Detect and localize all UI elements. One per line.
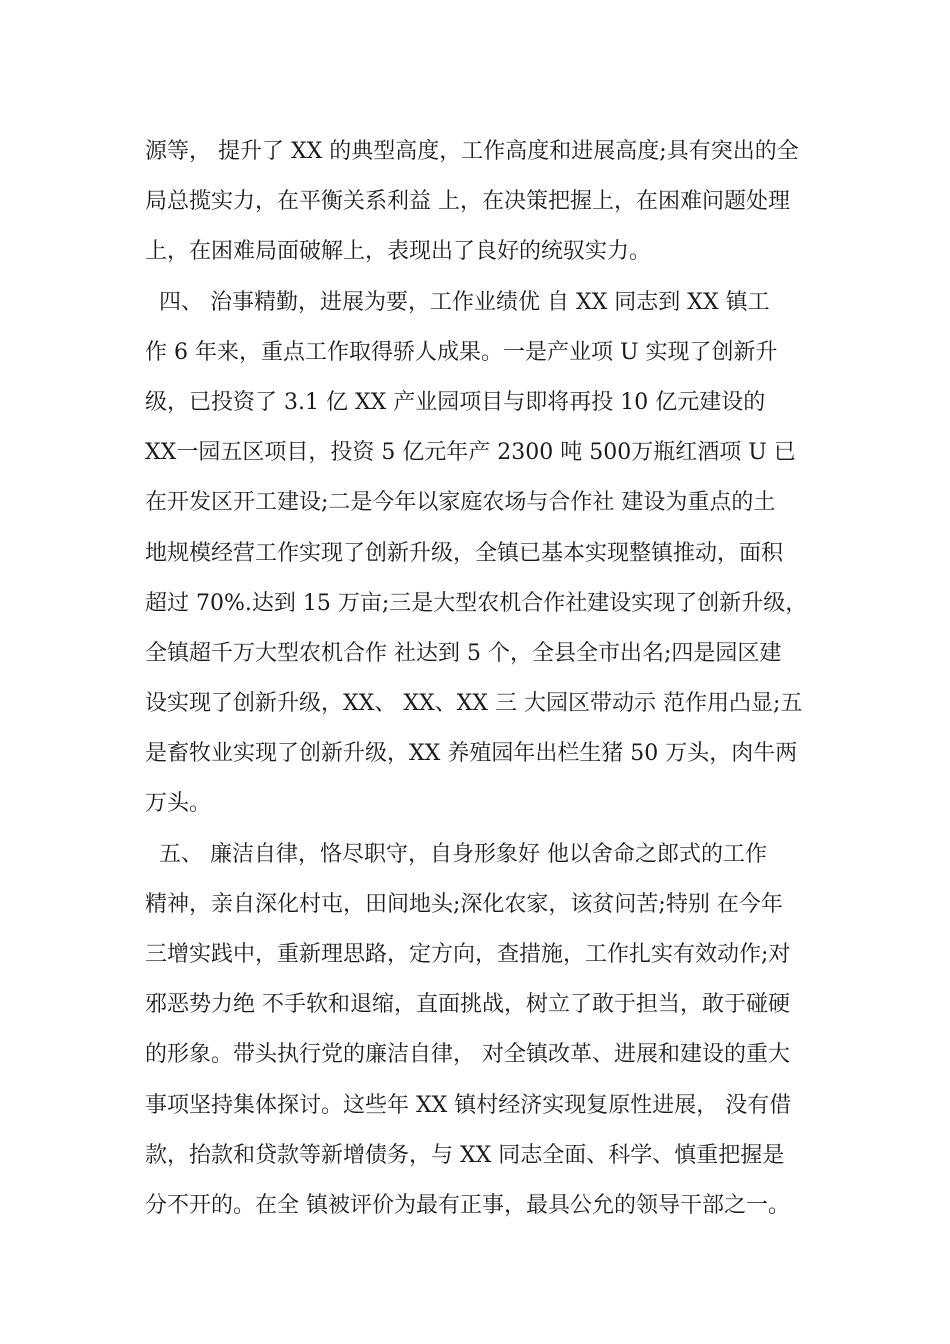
text-line: 地规模经营工作实现了创新升级，全镇已基本实现整镇推动，面积 bbox=[145, 540, 784, 566]
text-line: 设实现了创新升级，XX、 XX、XX 三 大园区带动示 范作用凸显;五 bbox=[145, 691, 803, 717]
text-line: 万头。 bbox=[145, 791, 212, 817]
text-line: XX一园五区项目，投资 5 亿元年产 2300 吨 500万瓶红酒项 U 已 bbox=[145, 440, 796, 466]
text-line: 精神，亲自深化村屯，田间地头;深化农家，该贫问苦;特别 在今年 bbox=[145, 891, 783, 917]
text-line: 源等， 提升了 XX 的典型高度，工作高度和进展高度;具有突出的全 bbox=[145, 139, 799, 164]
text-line: 上，在困难局面破解上，表现出了良好的统驭实力。 bbox=[145, 239, 652, 265]
text-line: 是畜牧业实现了创新升级，XX 养殖园年出栏生猪 50 万头，肉牛两 bbox=[145, 741, 798, 767]
document-body bbox=[145, 127, 817, 1231]
section-heading-line: 五、 廉洁自律，恪尽职守，自身形象好 他以舍命之郎式的工作 bbox=[145, 841, 767, 867]
section-heading-line: 四、 治事精勤，进展为要，工作业绩优 自 XX 同志到 XX 镇工 bbox=[145, 289, 770, 315]
text-line: 在开发区开工建设;二是今年以家庭农场与合作社 建设为重点的土 bbox=[145, 490, 776, 516]
text-line: 的形象。带头执行党的廉洁自律， 对全镇改革、进展和建设的重大 bbox=[145, 1042, 790, 1068]
text-line: 分不开的。在全 镇被评价为最有正事，最具公允的领导干部之一。 bbox=[145, 1192, 790, 1218]
text-line: 全镇超千万大型农机合作 社达到 5 个，全县全市出名;四是园区建 bbox=[145, 640, 782, 666]
text-line: 作 6 年来，重点工作取得骄人成果。一是产业项 U 实现了创新升 bbox=[145, 339, 778, 365]
text-line: 邪恶势力绝 不手软和退缩，直面挑战，树立了敢于担当，敢于碰硬 bbox=[145, 992, 790, 1018]
text-line: 事项坚持集体探讨。这些年 XX 镇村经济实现复原性进展， 没有借 bbox=[145, 1092, 792, 1118]
text-line: 款，抬款和贷款等新增债务，与 XX 同志全面、科学、慎重把握是 bbox=[145, 1142, 785, 1168]
text-line: 局总揽实力，在平衡关系利益 上，在决策把握上，在困难问题处理 bbox=[145, 189, 790, 215]
text-line: 超过 70%.达到 15 万亩;三是大型农机合作社建设实现了创新升级， bbox=[145, 590, 808, 616]
text-line: 级，已投资了 3.1 亿 XX 产业园项目与即将再投 10 亿元建设的 bbox=[145, 389, 766, 415]
text-line: 三增实践中，重新理思路，定方向，查措施，工作扎实有效动作;对 bbox=[145, 942, 791, 967]
